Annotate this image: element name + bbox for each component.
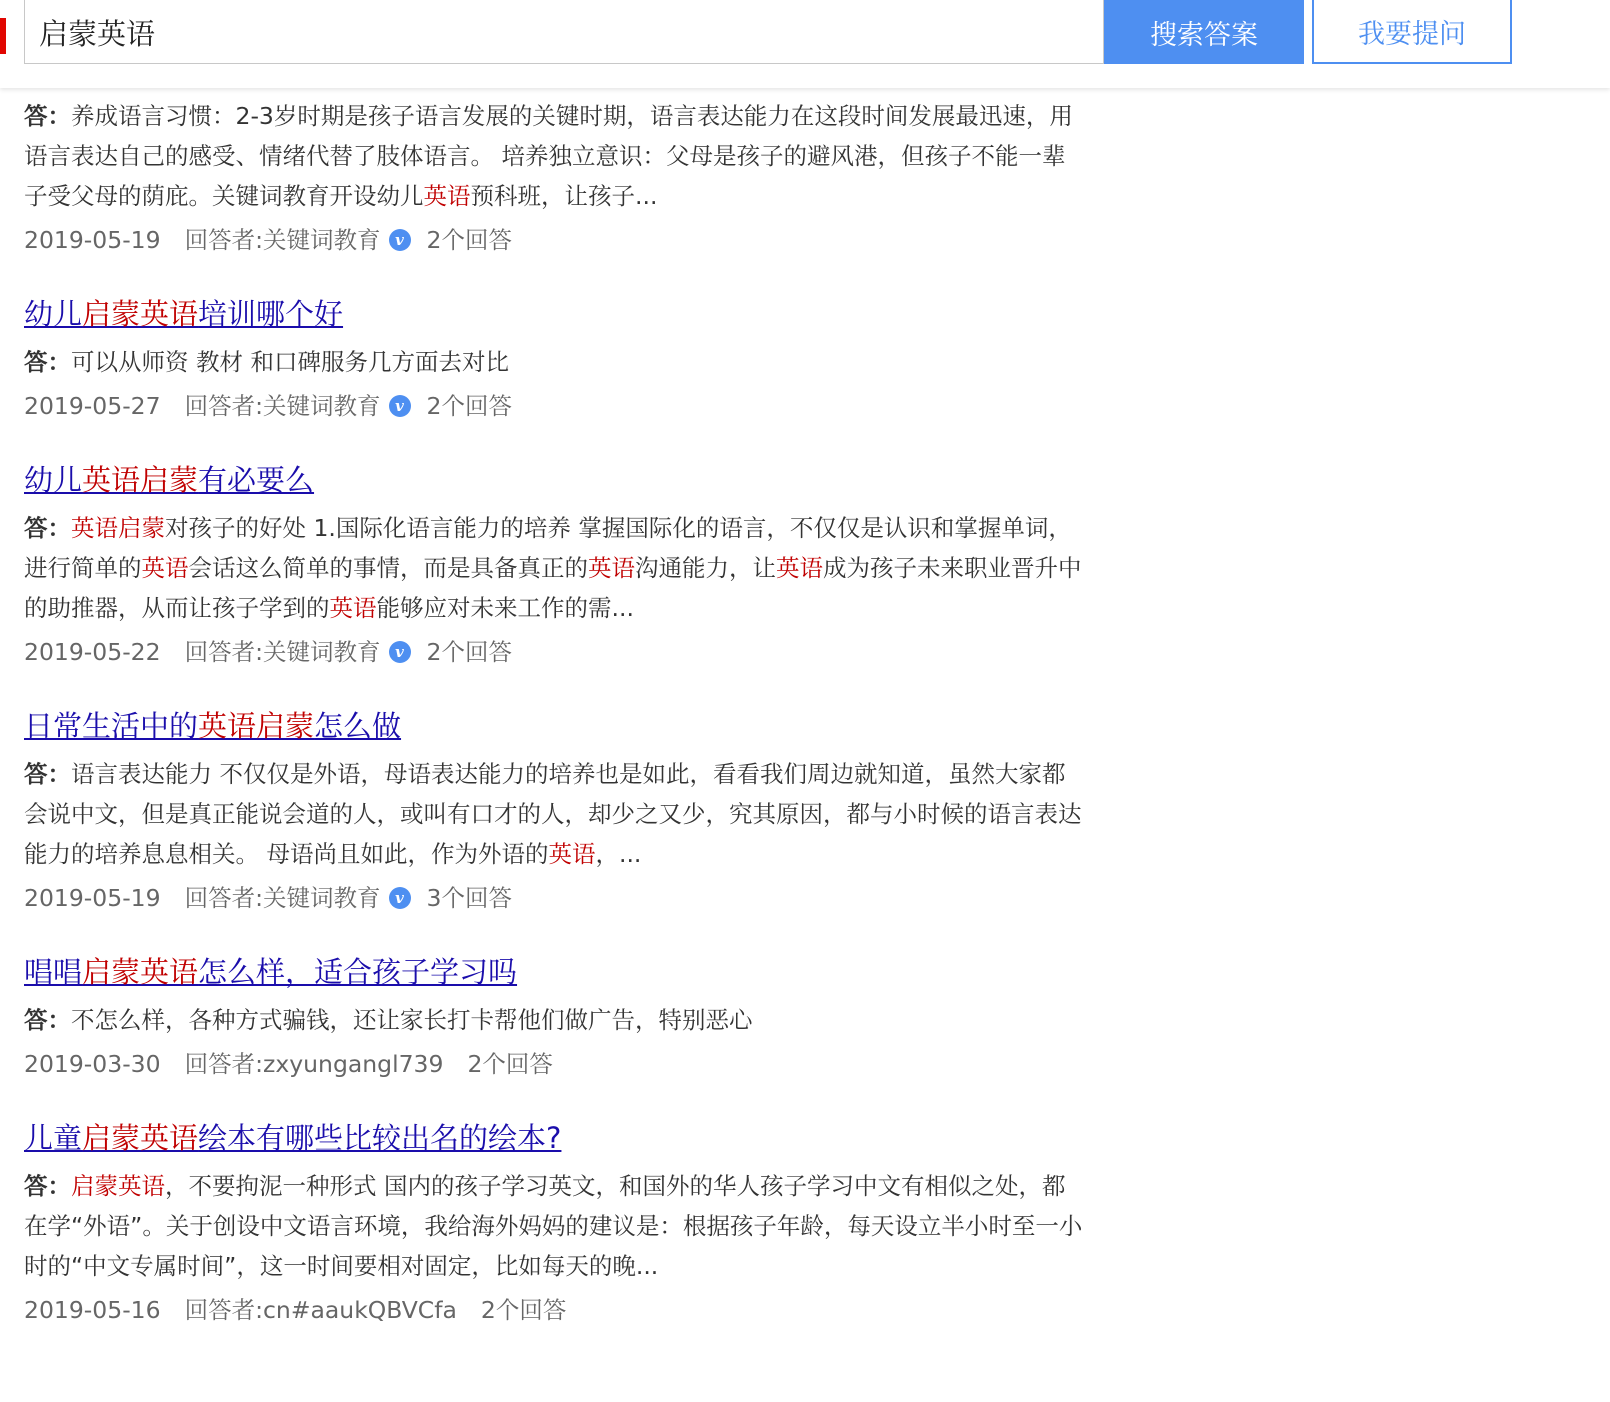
result-item [24, 706, 1204, 918]
answer-line [24, 1166, 1204, 1206]
logo-fragment [0, 18, 6, 54]
answer-text: ，... [595, 840, 642, 868]
answer-text: 的助推器，从而让孩子学到的 [24, 594, 330, 622]
answerer-label: 回答者: [184, 392, 263, 420]
answerer-name[interactable]: 关键词教育 [263, 884, 381, 912]
answer-prefix: 答： [24, 102, 71, 130]
answer-snippet [24, 1000, 1204, 1040]
result-item [24, 294, 1204, 426]
answer-snippet [24, 342, 1204, 382]
title-text: 儿童 [24, 1121, 83, 1155]
search-header [0, 0, 1610, 88]
answer-count[interactable]: 2个回答 [480, 1296, 567, 1324]
answer-highlight: 英语 [329, 594, 377, 622]
result-item [24, 952, 1204, 1084]
answer-text: 会话这么简单的事情，而是具备真正的 [188, 554, 588, 582]
result-title-link[interactable] [24, 1118, 1204, 1158]
answer-text: 会说中文，但是真正能说会道的人，或叫有口才的人，却少之又少，究其原因，都与小时候的语言表达 [24, 800, 1082, 828]
answer-highlight: 英语 [588, 554, 635, 582]
ask-question-button[interactable]: 我要提问 [1312, 0, 1512, 64]
title-highlight: 英语启蒙 [82, 463, 199, 497]
answer-count[interactable]: 3个回答 [426, 884, 512, 912]
title-text: 有必要么 [198, 463, 315, 497]
results-list [24, 96, 1204, 1330]
answer-prefix: 答： [24, 760, 71, 788]
title-text: 日常生活中的 [24, 709, 199, 743]
answer-count[interactable]: 2个回答 [467, 1050, 553, 1078]
answerer-label: 回答者: [184, 884, 263, 912]
answer-text: 在学“外语”。关于创设中文语言环境，我给海外妈妈的建议是：根据孩子年龄，每天设立半小时至一小 [24, 1212, 1083, 1240]
title-highlight: 启蒙英语 [82, 955, 199, 989]
answer-highlight: 英语启蒙 [71, 514, 165, 542]
answer-text: ，不要拘泥一种形式 国内的孩子学习英文，和国外的华人孩子学习中文有相似之处，都 [165, 1172, 1066, 1200]
title-text: 怎么做 [314, 709, 402, 743]
answer-text: 能力的培养息息相关。 母语尚且如此，作为外语的 [24, 840, 549, 868]
result-meta [24, 220, 1204, 260]
answer-snippet [24, 96, 1204, 216]
answer-text: 语言表达自己的感受、情绪代替了肢体语言。 培养独立意识：父母是孩子的避风港，但孩子不能一辈 [24, 142, 1066, 170]
answer-line [24, 1206, 1204, 1246]
answer-line [24, 834, 1204, 874]
answer-text: 可以从师资 教材 和口碑服务几方面去对比 [71, 348, 509, 376]
verified-icon: v [389, 229, 411, 251]
verified-icon: v [389, 395, 411, 417]
title-text: 幼儿 [24, 297, 83, 331]
answer-text: 子受父母的荫庇。关键词教育开设幼儿 [24, 182, 424, 210]
answer-highlight: 英语 [423, 182, 471, 210]
answer-date: 2019-05-22 [24, 638, 161, 666]
answerer-name[interactable]: 关键词教育 [263, 392, 381, 420]
result-title-link[interactable] [24, 706, 1204, 746]
answer-prefix: 答： [24, 514, 71, 542]
search-input[interactable] [39, 12, 1079, 52]
answer-count[interactable]: 2个回答 [426, 226, 512, 254]
answer-text: 不怎么样，各种方式骗钱，还让家长打卡帮他们做广告，特别恶心 [71, 1006, 753, 1034]
answer-highlight: 启蒙英语 [71, 1172, 165, 1200]
answer-line [24, 1246, 1204, 1286]
answer-line [24, 136, 1204, 176]
result-meta [24, 386, 1204, 426]
answer-line [24, 754, 1204, 794]
answer-text: 成为孩子未来职业晋升中 [823, 554, 1082, 582]
result-meta [24, 1290, 1204, 1330]
answer-prefix: 答： [24, 1172, 71, 1200]
verified-icon: v [389, 887, 411, 909]
answer-text: 能够应对未来工作的需... [376, 594, 634, 622]
result-meta [24, 1044, 1204, 1084]
title-text: 唱唱 [24, 955, 83, 989]
answer-line [24, 794, 1204, 834]
answerer-name[interactable]: 关键词教育 [263, 226, 381, 254]
answer-line [24, 588, 1204, 628]
title-text: 幼儿 [24, 463, 83, 497]
title-text: 绘本有哪些比较出名的绘本? [198, 1121, 562, 1155]
title-text: 怎么样，适合孩子学习吗 [198, 955, 518, 989]
result-item [24, 1118, 1204, 1330]
answer-text: 进行简单的 [24, 554, 142, 582]
answer-date: 2019-05-16 [24, 1296, 161, 1324]
answer-text: 对孩子的好处 1.国际化语言能力的培养 掌握国际化的语言，不仅仅是认识和掌握单词， [165, 514, 1072, 542]
answer-date: 2019-05-19 [24, 884, 161, 912]
answer-text: 沟通能力，让 [635, 554, 776, 582]
answer-date: 2019-03-30 [24, 1050, 161, 1078]
answer-line [24, 508, 1204, 548]
answerer-label: 回答者: [184, 1296, 263, 1324]
answer-line [24, 548, 1204, 588]
answerer-name[interactable]: cn#aaukQBVCfa [263, 1296, 457, 1324]
answer-date: 2019-05-19 [24, 226, 161, 254]
answerer-label: 回答者: [184, 638, 263, 666]
answer-prefix: 答： [24, 1006, 71, 1034]
answer-prefix: 答： [24, 348, 71, 376]
title-highlight: 英语启蒙 [198, 709, 315, 743]
result-title-link[interactable] [24, 460, 1204, 500]
answer-count[interactable]: 2个回答 [426, 392, 512, 420]
answer-line [24, 96, 1204, 136]
result-item [24, 460, 1204, 672]
answer-count[interactable]: 2个回答 [426, 638, 512, 666]
result-item [24, 96, 1204, 260]
answer-date: 2019-05-27 [24, 392, 161, 420]
answer-snippet [24, 754, 1204, 874]
answer-text: 养成语言习惯：2-3岁时期是孩子语言发展的关键时期，语言表达能力在这段时间发展最迅速，用 [71, 102, 1073, 130]
answer-highlight: 英语 [548, 840, 596, 868]
title-highlight: 启蒙英语 [82, 1121, 199, 1155]
answer-highlight: 英语 [776, 554, 823, 582]
answer-snippet [24, 508, 1204, 628]
title-text: 培训哪个好 [198, 297, 344, 331]
answerer-label: 回答者: [184, 226, 263, 254]
search-answers-button[interactable]: 搜索答案 [1104, 0, 1304, 64]
search-box[interactable] [24, 0, 1104, 64]
answer-text: 语言表达能力 不仅仅是外语，母语表达能力的培养也是如此，看看我们周边就知道，虽然大家都 [71, 760, 1066, 788]
verified-icon: v [389, 641, 411, 663]
answer-snippet [24, 1166, 1204, 1286]
answer-text: 预科班，让孩子... [470, 182, 658, 210]
answer-line [24, 1000, 1204, 1040]
result-title-link[interactable] [24, 294, 1204, 334]
result-meta [24, 632, 1204, 672]
answer-text: 时的“中文专属时间”，这一时间要相对固定，比如每天的晚... [24, 1252, 659, 1280]
answer-line [24, 342, 1204, 382]
answerer-name[interactable]: 关键词教育 [263, 638, 381, 666]
result-title-link[interactable] [24, 952, 1204, 992]
answer-highlight: 英语 [141, 554, 189, 582]
answerer-name[interactable]: zxyungangl739 [263, 1050, 444, 1078]
result-meta [24, 878, 1204, 918]
answer-line [24, 176, 1204, 216]
answerer-label: 回答者: [184, 1050, 263, 1078]
title-highlight: 启蒙英语 [82, 297, 199, 331]
